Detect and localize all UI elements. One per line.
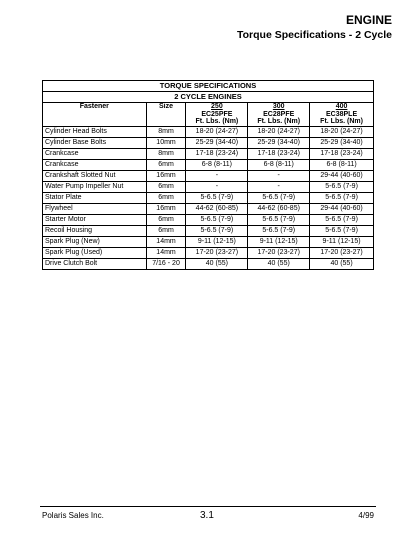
torque-400-cell: 9-11 (12-15) bbox=[310, 236, 374, 247]
torque-400-cell: 18-20 (24-27) bbox=[310, 126, 374, 137]
torque-300-cell: 17-18 (23-24) bbox=[248, 148, 310, 159]
fastener-cell: Recoil Housing bbox=[43, 225, 147, 236]
torque-400-cell: 25-29 (34-40) bbox=[310, 137, 374, 148]
torque-250-cell: 6-8 (8-11) bbox=[186, 159, 248, 170]
table-row bbox=[43, 258, 374, 269]
page-subtitle: Torque Specifications - 2 Cycle bbox=[236, 29, 392, 41]
torque-250-cell: 40 (55) bbox=[186, 258, 248, 269]
torque-300-cell: 40 (55) bbox=[248, 258, 310, 269]
table-row bbox=[43, 225, 374, 236]
fastener-cell: Cylinder Base Bolts bbox=[43, 137, 147, 148]
fastener-cell: Crankshaft Slotted Nut bbox=[43, 170, 147, 181]
size-cell: 14mm bbox=[146, 236, 186, 247]
size-cell: 6mm bbox=[146, 225, 186, 236]
torque-250-cell: - bbox=[186, 181, 248, 192]
table-row bbox=[43, 137, 374, 148]
engine-300-number: 300 bbox=[272, 103, 285, 110]
torque-400-cell: 5-6.5 (7-9) bbox=[310, 181, 374, 192]
size-cell: 6mm bbox=[146, 159, 186, 170]
torque-300-cell: - bbox=[248, 181, 310, 192]
size-cell: 16mm bbox=[146, 203, 186, 214]
torque-250-cell: 17-20 (23-27) bbox=[186, 247, 248, 258]
torque-400-cell: 40 (55) bbox=[310, 258, 374, 269]
table-row bbox=[43, 159, 374, 170]
size-cell: 8mm bbox=[146, 126, 186, 137]
torque-300-cell: 5-6.5 (7-9) bbox=[248, 225, 310, 236]
torque-250-cell: 5-6.5 (7-9) bbox=[186, 225, 248, 236]
table-row bbox=[43, 247, 374, 258]
torque-400-cell: 17-20 (23-27) bbox=[310, 247, 374, 258]
engine-250-model: EC25PFE bbox=[201, 110, 233, 118]
torque-400-cell: 6-8 (8-11) bbox=[310, 159, 374, 170]
torque-300-cell: 5-6.5 (7-9) bbox=[248, 192, 310, 203]
torque-250-cell: 17-18 (23-24) bbox=[186, 148, 248, 159]
size-cell: 6mm bbox=[146, 192, 186, 203]
size-cell: 10mm bbox=[146, 137, 186, 148]
size-cell: 7/16 - 20 bbox=[146, 258, 186, 269]
engine-300-header bbox=[248, 103, 310, 127]
torque-300-cell: 18-20 (24-27) bbox=[248, 126, 310, 137]
table-subtitle: 2 CYCLE ENGINES bbox=[43, 92, 374, 103]
footer-date: 4/99 bbox=[358, 511, 374, 520]
table-row bbox=[43, 126, 374, 137]
fastener-cell: Starter Motor bbox=[43, 214, 147, 225]
footer-publisher: Polaris Sales Inc. bbox=[42, 511, 104, 520]
torque-300-cell: 25-29 (34-40) bbox=[248, 137, 310, 148]
engine-250-unit: Ft. Lbs. (Nm) bbox=[195, 118, 239, 126]
fastener-cell: Stator Plate bbox=[43, 192, 147, 203]
table-row bbox=[43, 170, 374, 181]
torque-250-cell: 5-6.5 (7-9) bbox=[186, 192, 248, 203]
fastener-cell: Water Pump Impeller Nut bbox=[43, 181, 147, 192]
torque-250-cell: 44-62 (60-85) bbox=[186, 203, 248, 214]
torque-250-cell: 9-11 (12-15) bbox=[186, 236, 248, 247]
torque-300-cell: 6-8 (8-11) bbox=[248, 159, 310, 170]
page-number: 3.1 bbox=[200, 510, 214, 521]
torque-400-cell: 5-6.5 (7-9) bbox=[310, 214, 374, 225]
table-row bbox=[43, 203, 374, 214]
table-row bbox=[43, 236, 374, 247]
torque-300-cell: - bbox=[248, 170, 310, 181]
torque-300-cell: 44-62 (60-85) bbox=[248, 203, 310, 214]
engine-400-number: 400 bbox=[335, 103, 348, 110]
engine-250-header bbox=[186, 103, 248, 127]
fastener-cell: Spark Plug (New) bbox=[43, 236, 147, 247]
table-row bbox=[43, 214, 374, 225]
torque-250-cell: 25-29 (34-40) bbox=[186, 137, 248, 148]
fastener-cell: Spark Plug (Used) bbox=[43, 247, 147, 258]
fastener-cell: Drive Clutch Bolt bbox=[43, 258, 147, 269]
torque-400-cell: 5-6.5 (7-9) bbox=[310, 192, 374, 203]
fastener-cell: Crankcase bbox=[43, 148, 147, 159]
section-title: ENGINE bbox=[345, 13, 392, 27]
torque-400-cell: 29-44 (40-60) bbox=[310, 203, 374, 214]
size-cell: 8mm bbox=[146, 148, 186, 159]
table-header-row bbox=[43, 103, 374, 127]
engine-400-model: EC38PLE bbox=[326, 110, 358, 118]
torque-250-cell: - bbox=[186, 170, 248, 181]
size-header: Size bbox=[146, 103, 186, 127]
torque-400-cell: 17-18 (23-24) bbox=[310, 148, 374, 159]
table-row bbox=[43, 192, 374, 203]
footer-rule bbox=[40, 506, 376, 507]
engine-300-unit: Ft. Lbs. (Nm) bbox=[257, 118, 301, 126]
size-cell: 6mm bbox=[146, 214, 186, 225]
engine-250-number: 250 bbox=[211, 103, 223, 110]
torque-400-cell: 29-44 (40-60) bbox=[310, 170, 374, 181]
fastener-cell: Cylinder Head Bolts bbox=[43, 126, 147, 137]
size-cell: 6mm bbox=[146, 181, 186, 192]
engine-400-header bbox=[310, 103, 374, 127]
engine-400-unit: Ft. Lbs. (Nm) bbox=[320, 118, 363, 126]
fastener-header: Fastener bbox=[43, 103, 147, 127]
torque-250-cell: 18-20 (24-27) bbox=[186, 126, 248, 137]
engine-300-model: EC28PFE bbox=[263, 110, 295, 118]
fastener-cell: Flywheel bbox=[43, 203, 147, 214]
torque-300-cell: 5-6.5 (7-9) bbox=[248, 214, 310, 225]
table-title: TORQUE SPECIFICATIONS bbox=[43, 81, 374, 92]
size-cell: 16mm bbox=[146, 170, 186, 181]
torque-300-cell: 9-11 (12-15) bbox=[248, 236, 310, 247]
torque-300-cell: 17-20 (23-27) bbox=[248, 247, 310, 258]
torque-specifications-table bbox=[42, 80, 374, 270]
fastener-cell: Crankcase bbox=[43, 159, 147, 170]
size-cell: 14mm bbox=[146, 247, 186, 258]
torque-250-cell: 5-6.5 (7-9) bbox=[186, 214, 248, 225]
torque-400-cell: 5-6.5 (7-9) bbox=[310, 225, 374, 236]
table-row bbox=[43, 181, 374, 192]
table-row bbox=[43, 148, 374, 159]
